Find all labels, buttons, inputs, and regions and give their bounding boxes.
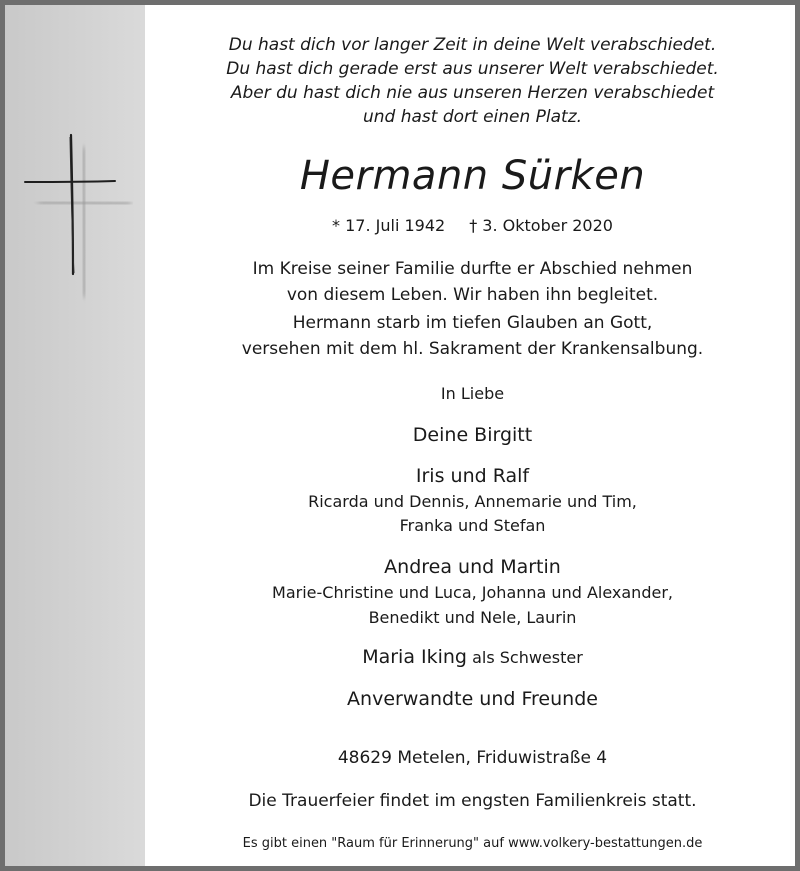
mourner-children: Franka und Stefan: [399, 516, 546, 535]
sister-role: als Schwester: [472, 648, 583, 667]
mourner-relatives: Anverwandte und Freunde: [347, 688, 598, 710]
mourner-sister: [150, 646, 795, 668]
poem-line: Aber du hast dich nie aus unseren Herzen verabschiedet: [230, 83, 715, 103]
mourner-spouse: Deine Birgitt: [412, 424, 533, 446]
deceased-name: Hermann Sürken: [299, 153, 646, 199]
mourner-children: Marie-Christine und Luca, Johanna und Alexander,: [272, 583, 673, 602]
ceremony-note: Die Trauerfeier findet im engsten Familienkreis statt.: [248, 791, 697, 811]
life-dates: [150, 216, 795, 235]
message-line: von diesem Leben. Wir haben ihn begleitet.: [286, 285, 659, 305]
cross-icon: [23, 127, 133, 307]
message-line: versehen mit dem hl. Sakrament der Krankensalbung.: [241, 339, 704, 359]
address: 48629 Metelen, Friduwistraße 4: [337, 748, 608, 768]
mourner-children: Ricarda und Dennis, Annemarie und Tim,: [308, 492, 637, 511]
footer-note: Es gibt einen "Raum für Erinnerung" auf www.volkery-bestattungen.de: [242, 836, 703, 851]
poem-line: Du hast dich vor langer Zeit in deine Welt verabschiedet.: [228, 35, 717, 55]
mourner-children: Benedikt und Nele, Laurin: [368, 608, 577, 627]
death-date: † 3. Oktober 2020: [469, 216, 613, 235]
in-liebe-label: In Liebe: [440, 384, 505, 403]
poem-line: Du hast dich gerade erst aus unserer Welt verabschiedet.: [226, 59, 719, 79]
sister-name: Maria Iking: [362, 646, 467, 668]
mourner-family-head: Iris und Ralf: [415, 465, 530, 487]
sidebar-panel: [5, 5, 145, 866]
mourner-family-head: Andrea und Martin: [384, 556, 561, 578]
message-line: Im Kreise seiner Familie durfte er Abschied nehmen: [252, 259, 693, 279]
birth-date: * 17. Juli 1942: [332, 216, 446, 235]
obituary-content: [150, 0, 795, 871]
poem-line: und hast dort einen Platz.: [362, 107, 583, 127]
message-line: Hermann starb im tiefen Glauben an Gott,: [292, 313, 653, 333]
